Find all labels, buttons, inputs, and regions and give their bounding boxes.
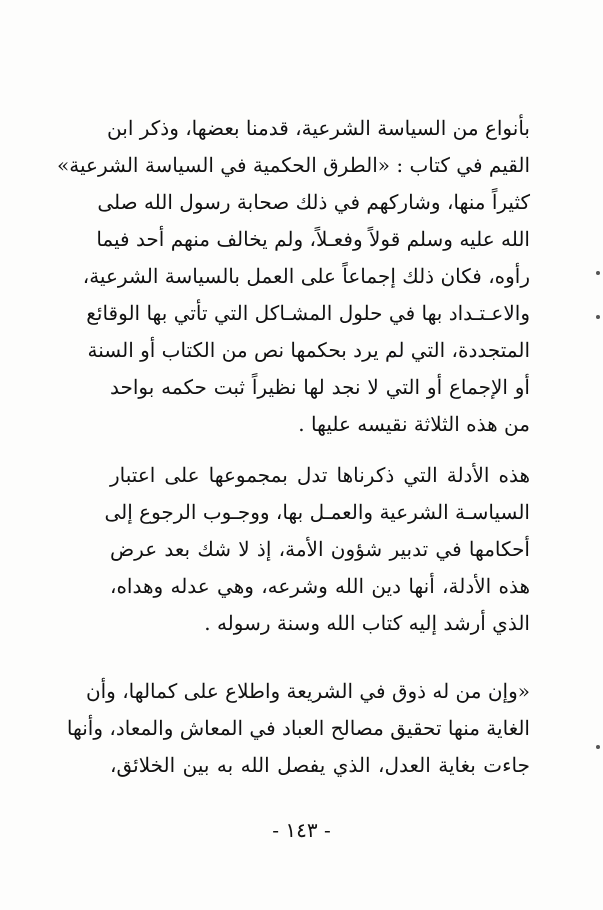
- text-line: هذه الأدلة، أنها دين الله وشرعه، وهي عدله وهداه،: [110, 574, 530, 598]
- text-line: رأوه، فكان ذلك إجماعاً على العمل بالسياسة الشرعية،: [82, 264, 530, 288]
- text-line: والاعـتـداد بها في حلول المشـاكل التي تأتي بها الوقائع: [86, 301, 530, 325]
- text-line: السياسـة الشرعية والعمـل بها، ووجـوب الرجوع إلى: [104, 500, 530, 524]
- text-line: من هذه الثلاثة نقيسه عليها .: [298, 412, 530, 436]
- paragraph-1: [57, 110, 530, 443]
- text-line: كثيراً منها، وشاركهم في ذلك صحابة رسول الله صلى: [97, 190, 530, 214]
- text-line: القيم في كتاب : «الطرق الحكمية في السياسة الشرعية»: [57, 153, 530, 177]
- text-line: أو الإجماع أو التي لا نجد لها نظيراً ثبت حكمه بواحد: [110, 375, 530, 399]
- margin-dot-mark: [596, 315, 600, 319]
- text-line: أحكامها في تدبير شؤون الأمة، إذ لا شك بعد عرض: [110, 537, 530, 561]
- margin-dot-mark: [596, 745, 600, 749]
- text-line: الغاية منها تحقيق مصالح العباد في المعاش والمعاد، وأنها: [66, 716, 530, 740]
- page-number: - ١٤٣ -: [272, 818, 331, 842]
- text-line: «وإن من له ذوق في الشريعة واطلاع على كمالها، وأن: [85, 679, 530, 703]
- margin-dot-mark: [596, 271, 600, 275]
- text-line: جاءت بغاية العدل، الذي يفصل الله به بين الخلائق،: [110, 753, 530, 777]
- text-line: الذي أرشد إليه كتاب الله وسنة رسوله .: [204, 611, 530, 635]
- paragraph-3: [66, 673, 530, 784]
- text-line: المتجددة، التي لم يرد بحكمها نص من الكتاب أو السنة: [87, 338, 530, 362]
- text-line: بأنواع من السياسة الشرعية، قدمنا بعضها، وذكر ابن: [107, 116, 530, 140]
- text-line: هذه الأدلة التي ذكرناها تدل بمجموعها على اعتبار: [110, 463, 530, 487]
- paragraph-2: [104, 457, 530, 642]
- text-line: الله عليه وسلم قولاً وفعـلاً، ولم يخالف منهم أحد فيما: [96, 227, 530, 251]
